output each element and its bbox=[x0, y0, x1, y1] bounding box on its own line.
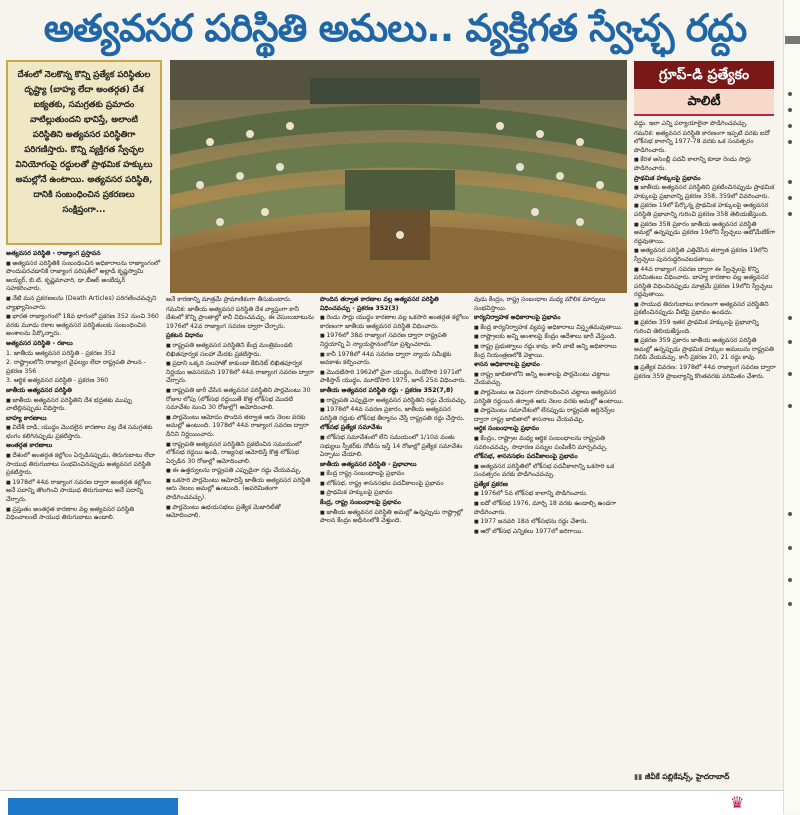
paragraph: ■ లోక్‌సభ, రాష్ట్ర శాసనసభల పదవీకాలంపై ప్రభావం bbox=[320, 480, 470, 489]
section-heading: అత్యవసర పరిస్థితి - రకాలు bbox=[6, 339, 73, 347]
paragraph: ■ పార్లమెంటు సమావేశంలో లేనప్పుడు రాష్ట్రపతి ఆర్డినెన్స్‌ల ద్వారా రాష్ట్ర జాబితాలో శాసనాలు చేయవచ్చు. bbox=[474, 407, 627, 424]
lead-box: దేశంలో నెలకొన్న కొన్ని ప్రత్యేక పరిస్థితుల దృష్ట్యా (బాహ్య లేదా అంతర్గత) దేశ ఐక్యతకు, సమగ్రతకు ప్రమాదం వాటిల్లుతుందని భావిస్తే, అలాంటి పరిస్థితిని అత్యవసర పరిస్థితిగా పరిగణిస్తారు. కొన్ని వ్యక్తిగత స్వేచ్ఛల వినియోగంపై రద్దులతో ప్రాథమిక హక్కులు అమల్లోనే ఉంటాయి. అత్యవసర పరిస్థితి, దానికి సంబంధించిన ప్రకరణలు సంక్షిప్తంగా... bbox=[6, 60, 162, 245]
section-heading: అంతర్గత కారణాలు bbox=[6, 442, 53, 450]
strip-bullet bbox=[788, 602, 792, 606]
paragraph: ■ అత్యవసర పరిస్థితిలో లోక్‌సభ పదవీకాలాన్ని ఒకసారి ఒక సంవత్సరం వరకు పొడిగించవచ్చు. bbox=[474, 463, 627, 480]
section-heading: ఆర్థిక సంబంధాలపై ప్రభావం bbox=[474, 425, 540, 433]
paragraph: ■ రాష్ట్రపతి అత్యవసర పరిస్థితిని ప్రకటించిన సమయంలో లోక్‌సభ రద్దయి ఉండి, రాజ్యసభ ఆమోదిస్తే కొత్త లోక్‌సభ ఏర్పడిన 30 రోజుల్లో ఆమోదించాలి. bbox=[166, 441, 316, 467]
strip-bullet bbox=[788, 404, 792, 408]
paragraph: ■ 1976లో 5వ లోక్‌సభ కాలాన్ని పొడిగించారు. bbox=[474, 490, 627, 499]
section-heading: జాతీయ అత్యవసర పరిస్థితి రద్దు - ప్రకరణ 352(7,8) bbox=[320, 386, 454, 394]
section-heading: లోక్‌సభ, శాసనసభల పదవీకాలంపై ప్రభావం bbox=[474, 453, 578, 461]
paragraph: ■ ప్రకరణ 19లో పేర్కొన్న ప్రాథమిక హక్కులపై అత్యవసర పరిస్థితి ప్రభావాన్ని గురించి ప్రకరణ 358 తెలియజేస్తుంది. bbox=[634, 202, 776, 219]
paragraph: 3. ఆర్థిక అత్యవసర పరిస్థితి - ప్రకరణ 360 bbox=[6, 377, 109, 385]
article-column-1 bbox=[6, 250, 162, 785]
section-heading: ప్రాథమిక హక్కులపై ప్రభావం bbox=[634, 174, 701, 182]
paragraph: ■ పార్లమెంటు ఉభయసభలు ప్రత్యేక మెజారిటీతో ఆమోదించాలి. bbox=[166, 504, 316, 521]
paragraph: ■ రాష్ట్ర ప్రభుత్వాలు రద్దు కావు. కానీ వాటి అన్ని అధికారాలు కేంద్ర నియంత్రణలోకి వెళ్తాయి. bbox=[474, 343, 627, 360]
strip-bullet bbox=[788, 124, 792, 128]
paragraph: ■ 1978లో 44వ సవరణ ప్రకారం, జాతీయ అత్యవసర పరిస్థితి రద్దుకు లోక్‌సభ తీర్మానం చేస్తే రాష్ట్రపతి రద్దు చేస్తారు. bbox=[320, 406, 470, 423]
strip-bullet bbox=[788, 140, 792, 144]
paragraph: ■ జాతీయ అత్యవసర పరిస్థితి అమల్లో ఉన్నప్పుడు రాష్ట్రాల్లో పాలన కేంద్రం అధీనంలోకి వెళ్తుంది. bbox=[320, 509, 470, 526]
paragraph: ■ కేరళ అసెంబ్లీ పదవీ కాలాన్ని కూడా రెండు సార్లు పొడిగించారు. bbox=[634, 156, 776, 173]
headline: అత్యవసర పరిస్థితి అమలు.. వ్యక్తిగత స్వేచ్ఛ రద్దు bbox=[43, 6, 747, 50]
paragraph: ■ ప్రకరణ 358 ప్రకారం జాతీయ అత్యవసర పరిస్థితి అమల్లో ఉన్నప్పుడు ప్రకరణ 19లోని స్వేచ్ఛలు ఆటోమేటిక్‌గా రద్దవుతాయి. bbox=[634, 221, 776, 247]
paragraph: ■ జాతీయ అత్యవసర పరిస్థితిని ప్రకటించినప్పుడు ప్రాథమిక హక్కులపై ప్రభావాన్ని ప్రకరణ 358, 359లో వివరించారు. bbox=[634, 184, 776, 201]
paragraph: ■ ప్రకరణ 359 ప్రకారం జాతీయ అత్యవసర పరిస్థితి అమల్లో ఉన్నప్పుడు ప్రాథమిక హక్కుల అమలును రాష్ట్రపతి నిలిపి వేయవచ్చు. కానీ ప్రకరణ 20, 21 రద్దు కావు. bbox=[634, 337, 776, 363]
paragraph: ■ 1976లో 38వ రాజ్యాంగ సవరణ ద్వారా రాష్ట్రపతి నిర్ణయాన్ని ఏ న్యాయస్థానంలోనూ ప్రశ్నించరాదు. bbox=[320, 332, 470, 349]
parliament-photo bbox=[170, 60, 627, 293]
paragraph: ■ కానీ 1978లో 44వ సవరణ ద్వారా న్యాయ సమీక్షకు అవకాశం కల్పించారు. bbox=[320, 351, 470, 368]
paragraph: ■ లోక్‌సభ సమావేశంలో లేని సమయంలో 1/10వ వంతు సభ్యులు స్పీకర్‌కు నోటీసు ఇస్తే 14 రోజుల్లో ప్రత్యేక సమావేశం ఏర్పాటు చేయాలి. bbox=[320, 434, 470, 460]
paragraph: ■ ప్రస్తుతం అంతర్గత కారణాల వల్ల అత్యవసర పరిస్థితి విధించాలంటే సాయుధ తిరుగుబాటు ఉండాలి. bbox=[6, 506, 162, 523]
paragraph: ■ రాష్ట్రాలకు అన్ని అంశాలపై కేంద్రం ఆదేశాలు జారీ చేస్తుంది. bbox=[474, 333, 627, 342]
section-heading: అత్యవసర పరిస్థితి - రాజ్యాంగ ప్రస్తావన bbox=[6, 250, 101, 257]
paragraph: ■ నేటి మన ప్రకరణలను (Death Articles) పరిగణించవచ్చని వ్యాఖ్యానించారు. bbox=[6, 295, 162, 312]
section-heading: బాహ్య కారణాలు bbox=[6, 414, 47, 422]
paragraph: ■ ప్రకరణ 359 ఇతర ప్రాథమిక హక్కులపై ప్రభావాన్ని గురించి తెలియజేస్తుంది. bbox=[634, 319, 776, 336]
section-heading: కార్యనిర్వాహక అధికారాలపై ప్రభావం bbox=[474, 314, 561, 322]
paragraph: ■ రాష్ట్రపతి ఎప్పుడైనా అత్యవసర పరిస్థితిని రద్దు చేయవచ్చు. bbox=[320, 397, 470, 406]
paragraph: ■ రెండు సార్లు యుద్ధం కారణాల వల్ల ఒకసారి అంతర్గత కల్లోలం కారణంగా జాతీయ అత్యవసర పరిస్థితి విధించారు. bbox=[320, 314, 470, 331]
paragraph: ■ సాయుధ తిరుగుబాటు కారణంగా అత్యవసర పరిస్థితిని ప్రకటించినప్పుడు వీటిపై ప్రభావం ఉండదు. bbox=[634, 301, 776, 318]
section-heading: శాసన అధికారాలపై ప్రభావం bbox=[474, 361, 540, 369]
paragraph: ■ 1977 జనవరి 18న లోక్‌సభను రద్దు చేశారు. bbox=[474, 518, 627, 527]
paragraph: ■ కేంద్రం, రాష్ట్రాల మధ్య ఆర్థిక సంబంధాలను రాష్ట్రపతి సవరించవచ్చు. సాధారణ పన్నుల పంపిణీని మార్చవచ్చు. bbox=[474, 435, 627, 452]
paragraph: అనే కారణాన్ని మాత్రమే ప్రామాణికంగా తీసుకుంటారు. bbox=[166, 296, 292, 303]
section-heading: ప్రకటన విధానం bbox=[166, 332, 204, 340]
article-column-2 bbox=[166, 296, 316, 785]
paragraph: ■ మొదటిసారి 1962లో చైనా యుద్ధం, రెండోసారి 1971లో పాకిస్తాన్ యుద్ధం, మూడోసారి 1975, జూన్ 25న విధించారు. bbox=[320, 369, 470, 386]
paragraph: ■ కేంద్ర కార్యనిర్వాహక వ్యవస్థ అధికారాలు విస్తృతమవుతాయి. bbox=[474, 324, 627, 333]
paragraph: ■ 1978లో 44వ రాజ్యాంగ సవరణ ద్వారా అంతర్గత కల్లోలం అనే పదాన్ని తొలగించి సాయుధ తిరుగుబాటు అనే పదాన్ని చేర్చారు. bbox=[6, 479, 162, 505]
section-tag: గ్రూప్-డి ప్రత్యేకం bbox=[634, 61, 774, 89]
paragraph: గమనిక: అత్యవసర పరిస్థితి కారణంగా ఇప్పటి వరకు ఐదో లోక్‌సభ కాలాన్ని 1977-78 వరకు ఒక సంవత్సరం పొడిగించారు. bbox=[634, 129, 770, 154]
paragraph: ■ విదేశీ దాడి, యుద్ధం మొదలైన కారణాల వల్ల దేశ సమగ్రతకు భంగం కలిగినప్పుడు ప్రకటిస్తారు. bbox=[6, 424, 162, 441]
section-heading: జాతీయ అత్యవసర పరిస్థితి bbox=[6, 386, 72, 394]
strip-bullet bbox=[788, 196, 792, 200]
paragraph: ■ ఆరో లోక్‌సభ ఎన్నికలు 1977లో జరిగాయి. bbox=[474, 528, 627, 537]
subject-tag: పాలిటీ bbox=[634, 90, 774, 116]
article-column-4 bbox=[474, 296, 627, 785]
paragraph: ■ పార్లమెంటు ఆ విధంగా రూపొందించిన చట్టాలు అత్యవసర పరిస్థితి రద్దయిన తర్వాత ఆరు నెలల వరకు అమల్లో ఉంటాయి. bbox=[474, 389, 627, 406]
paragraph: ■ కేంద్ర రాష్ట్ర సంబంధాలపై ప్రభావం bbox=[320, 470, 470, 479]
strip-bullet bbox=[788, 212, 792, 216]
parliament-illustration bbox=[170, 60, 627, 293]
paragraph: ■ ఐదో లోక్‌సభ 1976, మార్చి 18 వరకు ఉండాల్సి ఉండగా పొడిగించారు. bbox=[474, 500, 627, 517]
article-column-5 bbox=[634, 120, 776, 765]
paragraph: ■ రాష్ట్ర జాబితాలోని అన్ని అంశాలపై పార్లమెంటు చట్టాలు చేయవచ్చు. bbox=[474, 371, 627, 388]
paragraph: ■ దేశంలో అంతర్గత కల్లోలం ఏర్పడినప్పుడు, తిరుగుబాటు లేదా సాయుధ తిరుగుబాటు సంభవించినప్పుడు అత్యవసర పరిస్థితి ప్రకటిస్తారు. bbox=[6, 452, 162, 478]
footer-banner bbox=[8, 798, 178, 815]
strip-bullet bbox=[788, 340, 792, 344]
strip-bullet bbox=[788, 512, 792, 516]
paragraph: 1. జాతీయ అత్యవసర పరిస్థితి - ప్రకరణ 352 bbox=[6, 349, 116, 357]
strip-bullet bbox=[788, 372, 792, 376]
paragraph: ■ ఒకసారి పార్లమెంటు ఆమోదిస్తే జాతీయ అత్యవసర పరిస్థితి ఆరు నెలలు అమల్లో ఉంటుంది. (అపరిమితంగా పొడిగించవచ్చు). bbox=[166, 477, 316, 503]
paragraph: ■ రాష్ట్రపతి జారీ చేసిన అత్యవసర పరిస్థితిని పార్లమెంటు 30 రోజుల లోపు (లోక్‌సభ రద్దయితే కొత్త లోక్‌సభ మొదటి సమావేశం నుంచి 30 రోజుల్లో) ఆమోదించాలి. bbox=[166, 387, 316, 413]
strip-bullet bbox=[788, 578, 792, 582]
paragraph: ■ ప్రత్యేక వివరణ: 1978లో 44వ రాజ్యాంగ సవరణ ద్వారా ప్రకరణ 359 ప్రాబల్యాన్ని కొంతవరకు పరిమితం చేశారు. bbox=[634, 364, 776, 381]
paragraph: ■ 44వ రాజ్యాంగ సవరణ ద్వారా ఈ స్వేచ్ఛలపై కొన్ని పరిమితులు విధించారు. బాహ్య కారణాల వల్ల అత్యవసర పరిస్థితి విధించినప్పుడు మాత్రమే ప్రకరణ 19లోని స్వేచ్ఛలు రద్దవుతాయి. bbox=[634, 266, 776, 300]
section-heading: ప్రత్యేక ప్రకరణ bbox=[474, 480, 508, 488]
publisher-credit: ▮▮ జీవీకే పబ్లికేషన్స్, హైదరాబాద్ bbox=[634, 770, 774, 784]
paragraph: ■ అత్యవసర పరిస్థితి ఎత్తివేసిన తర్వాత ప్రకరణ 19లోని స్వేచ్ఛలు పునరుద్ధరించబడతాయి. bbox=[634, 247, 776, 264]
strip-bullet bbox=[788, 92, 792, 96]
section-heading: కేంద్ర, రాష్ట్ర సంబంధాలపై ప్రభావం bbox=[320, 499, 401, 507]
strip-bullet bbox=[788, 180, 792, 184]
page-footer bbox=[0, 790, 783, 815]
adjacent-page-strip bbox=[783, 0, 800, 814]
paragraph: ■ పార్లమెంటు ఆమోదం పొందిన తర్వాత ఆరు నెలల వరకు అమల్లో ఉంటుంది. 1978లో 44వ రాజ్యాంగ సవరణ ద్వారా దీనిని నిర్ణయించారు. bbox=[166, 414, 316, 440]
paragraph: వుడు కేంద్రం, రాష్ట్ర సంబంధాల మధ్య మౌలిక మార్పులు సంభవిస్తాయి. bbox=[474, 296, 606, 312]
paragraph: ■ జాతీయ అత్యవసర పరిస్థితిని దేశ భద్రతకు ముప్పు వాటిల్లినప్పుడు విధిస్తారు. bbox=[6, 397, 162, 414]
paragraph: గమనిక: జాతీయ అత్యవసర పరిస్థితి దేశ వ్యాప్తంగా కానీ దేశంలో కొన్ని ప్రాంతాల్లో కానీ విధించవచ్చు. ఈ వెసులుబాటును 1976లో 42వ రాజ్యాంగ సవరణ ద్వారా చేర్చారు. bbox=[166, 305, 314, 330]
section-heading: పొందిన తర్వాత కారణాల వల్ల అత్యవసర పరిస్థితి విధించవచ్చు - ప్రకరణ 352(3) bbox=[320, 296, 439, 312]
paragraph: ■ భారత రాజ్యాంగంలో 18వ భాగంలో ప్రకరణ 352 నుంచి 360 వరకు మూడు రకాల అత్యవసర పరిస్థితులకు సంబంధించిన అంశాలను పేర్కొన్నారు. bbox=[6, 313, 162, 339]
paragraph: ■ ప్రాథమిక హక్కులపై ప్రభావం bbox=[320, 489, 470, 498]
article-column-3 bbox=[320, 296, 470, 785]
section-heading: లోక్‌సభ ప్రత్యేక సమావేశం bbox=[320, 424, 382, 432]
strip-bullet bbox=[788, 316, 792, 320]
paragraph: ■ ఈ ఉత్తర్వులను రాష్ట్రపతి ఎప్పుడైనా రద్దు చేయవచ్చు. bbox=[166, 467, 316, 476]
strip-bullet bbox=[788, 108, 792, 112]
paragraph: ■ అత్యవసర పరిస్థితికి సంబంధించిన అధికారాలను రాజ్యాంగంలో పొందుపరచడానికి రాజ్యాంగ పరిషత్‌లో అల్లాడి కృష్ణస్వామి అయ్యర్, బి.టి. కృష్ణమాచారి, డా.బీఆర్ అంబేడ్కర్ సహకరించారు. bbox=[6, 260, 162, 294]
strip-bar bbox=[785, 36, 800, 44]
paragraph: ■ రాష్ట్రపతి అత్యవసర పరిస్థితిని కేంద్ర మంత్రిమండలి లిఖితపూర్వక సలహా మేరకు ప్రకటిస్తారు. bbox=[166, 342, 316, 359]
crown-icon: ♛ bbox=[730, 793, 745, 812]
paragraph: ■ ప్రధాని ఒక్కరి సలహాతో కాకుండా కేబినెట్ లిఖితపూర్వక నిర్ణయం అవసరమని 1978లో 44వ రాజ్యాంగ సవరణ ద్వారా చేర్చారు. bbox=[166, 360, 316, 386]
paragraph: వద్దు. ఇలా ఎన్ని పర్యాయాలైనా పొడిగించవచ్చు. bbox=[634, 120, 748, 127]
paragraph: 2. రాష్ట్రాలలోని రాజ్యాంగ వైఫల్యం లేదా రాష్ట్రపతి పాలన - ప్రకరణ 356 bbox=[6, 359, 146, 375]
strip-bullet bbox=[788, 546, 792, 550]
section-heading: జాతీయ అత్యవసర పరిస్థితి - ప్రభావాలు bbox=[320, 460, 417, 468]
